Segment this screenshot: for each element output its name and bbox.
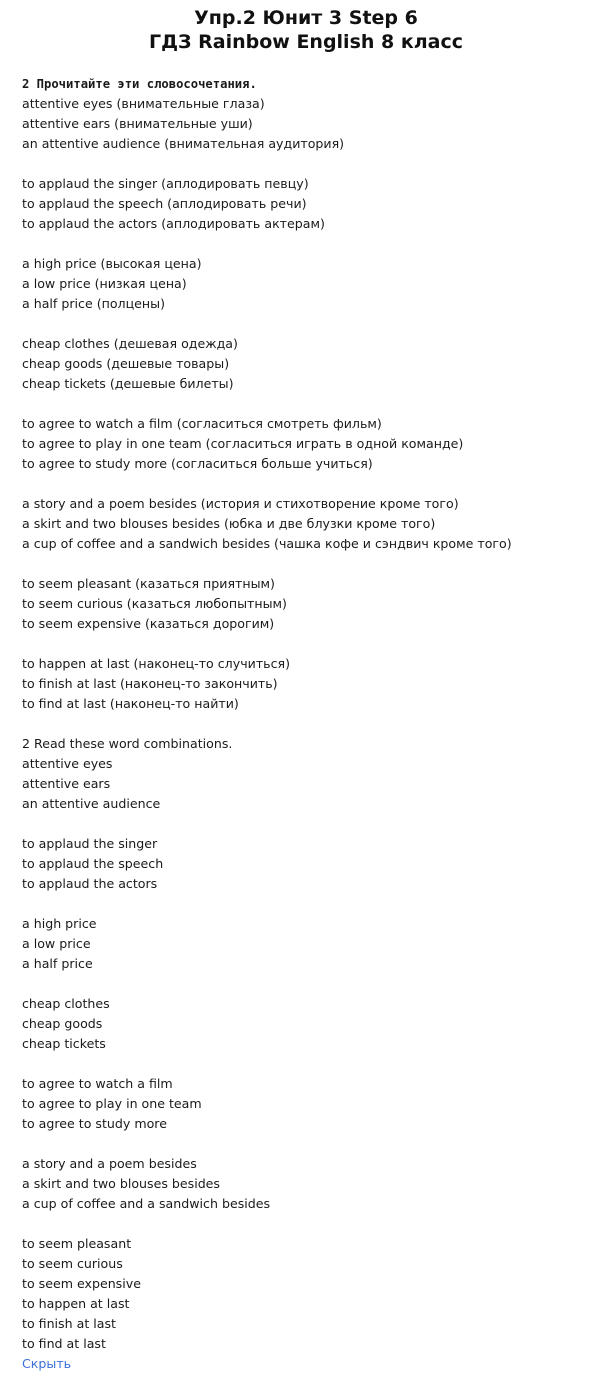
group-spacer [22, 1054, 602, 1074]
phrase-line: to seem expensive (казаться дорогим) [22, 616, 275, 631]
group-spacer [22, 154, 602, 174]
phrase-line: attentive eyes (внимательные глаза) [22, 96, 265, 111]
phrase-line: a high price [22, 916, 97, 931]
english-heading: 2 Read these word combinations. [22, 736, 233, 751]
phrase-line: to applaud the actors [22, 876, 158, 891]
phrase-line: a skirt and two blouses besides [22, 1176, 220, 1191]
group-spacer [22, 234, 602, 254]
group-spacer [22, 474, 602, 494]
phrase-line: to applaud the speech (аплодировать речи) [22, 196, 307, 211]
phrase-line: a story and a poem besides (история и стихотворение кроме того) [22, 496, 459, 511]
group-spacer [22, 814, 602, 834]
phrase-line: an attentive audience [22, 796, 161, 811]
hide-link[interactable]: Скрыть [22, 1356, 72, 1371]
phrase-line: to seem pleasant (казаться приятным) [22, 576, 275, 591]
phrase-line: cheap goods (дешевые товары) [22, 356, 230, 371]
group-spacer [22, 1134, 602, 1154]
phrase-line: to finish at last [22, 1316, 116, 1331]
phrase-line: to find at last (наконец-то найти) [22, 696, 239, 711]
phrase-line: to find at last [22, 1336, 106, 1351]
phrase-line: cheap goods [22, 1016, 103, 1031]
phrase-line: an attentive audience (внимательная аудитория) [22, 136, 345, 151]
phrase-line: to applaud the actors (аплодировать актерам) [22, 216, 325, 231]
group-spacer [22, 634, 602, 654]
phrase-line: a half price (полцены) [22, 296, 166, 311]
group-spacer [22, 394, 602, 414]
phrase-line: to agree to study more [22, 1116, 167, 1131]
group-spacer [22, 554, 602, 574]
english-word-list [22, 754, 602, 1354]
phrase-line: a low price (низкая цена) [22, 276, 187, 291]
phrase-line: a skirt and two blouses besides (юбка и две блузки кроме того) [22, 516, 436, 531]
phrase-line: a half price [22, 956, 93, 971]
phrase-line: to agree to watch a film [22, 1076, 173, 1091]
group-spacer [22, 974, 602, 994]
phrase-line: to happen at last [22, 1296, 130, 1311]
phrase-line: to seem expensive [22, 1276, 141, 1291]
group-spacer [22, 1214, 602, 1234]
phrase-line: cheap clothes [22, 996, 110, 1011]
phrase-line: attentive eyes [22, 756, 113, 771]
phrase-line: a high price (высокая цена) [22, 256, 202, 271]
phrase-line: cheap tickets [22, 1036, 106, 1051]
phrase-line: attentive ears [22, 776, 111, 791]
phrase-line: to seem curious (казаться любопытным) [22, 596, 287, 611]
phrase-line: a story and a poem besides [22, 1156, 197, 1171]
page-title-line-1: Упр.2 Юнит 3 Step 6 [194, 7, 418, 29]
russian-word-list [22, 94, 602, 734]
phrase-line: to applaud the speech [22, 856, 164, 871]
page-title [0, 0, 612, 54]
phrase-line: to applaud the singer [22, 836, 158, 851]
phrase-line: to agree to watch a film (согласиться смотреть фильм) [22, 416, 382, 431]
phrase-line: to applaud the singer (аплодировать певцу) [22, 176, 309, 191]
phrase-line: attentive ears (внимательные уши) [22, 116, 253, 131]
phrase-line: to happen at last (наконец-то случиться) [22, 656, 290, 671]
answer-content [22, 74, 602, 1374]
group-spacer [22, 714, 602, 734]
phrase-line: a low price [22, 936, 91, 951]
russian-heading: 2 Прочитайте эти словосочетания. [22, 77, 257, 91]
phrase-line: a cup of coffee and a sandwich besides (чашка кофе и сэндвич кроме того) [22, 536, 512, 551]
phrase-line: cheap tickets (дешевые билеты) [22, 376, 234, 391]
phrase-line: to seem pleasant [22, 1236, 132, 1251]
group-spacer [22, 314, 602, 334]
phrase-line: to agree to study more (согласиться больше учиться) [22, 456, 373, 471]
page-title-line-2: ГДЗ Rainbow English 8 класс [148, 31, 464, 53]
phrase-line: a cup of coffee and a sandwich besides [22, 1196, 271, 1211]
phrase-line: to finish at last (наконец-то закончить) [22, 676, 278, 691]
phrase-line: to seem curious [22, 1256, 123, 1271]
phrase-line: to agree to play in one team [22, 1096, 202, 1111]
phrase-line: cheap clothes (дешевая одежда) [22, 336, 238, 351]
phrase-line: to agree to play in one team (согласиться играть в одной команде) [22, 436, 464, 451]
group-spacer [22, 894, 602, 914]
